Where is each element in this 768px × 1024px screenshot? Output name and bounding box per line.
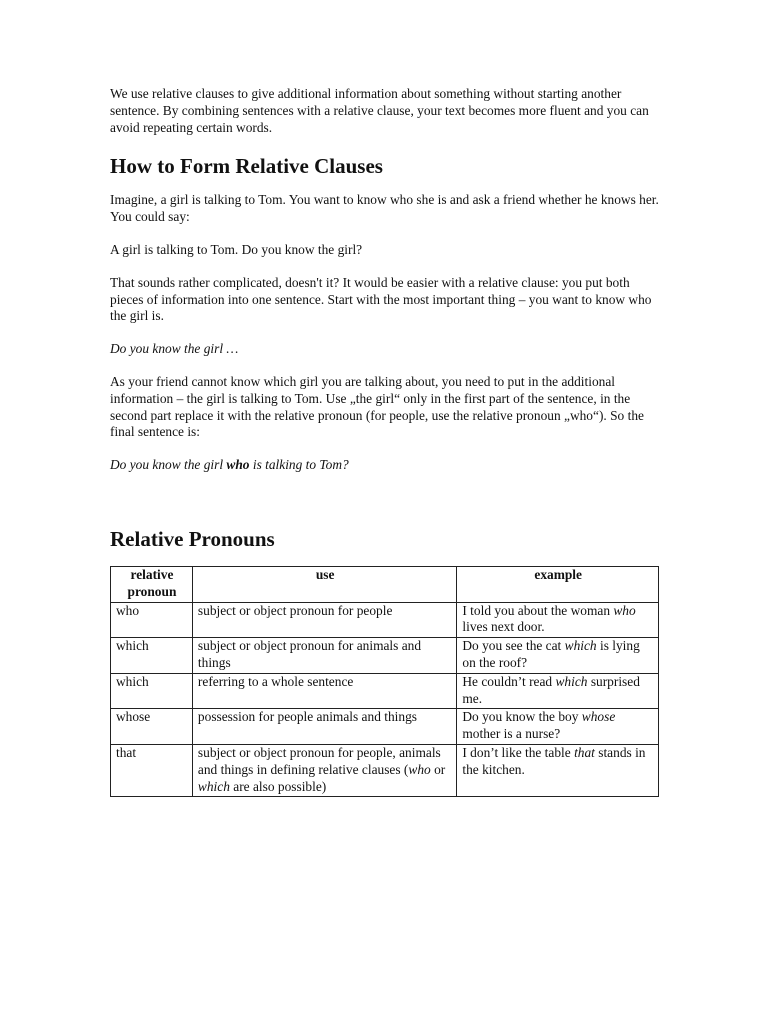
example-text: is lying on the roof?	[462, 638, 640, 670]
final-sentence-pronoun: who	[226, 457, 250, 473]
header-example: example	[457, 566, 659, 602]
section-heading-pronouns: Relative Pronouns	[110, 526, 275, 551]
example-text: mother is a nurse?	[462, 726, 561, 742]
example-text: Do you see the cat	[462, 638, 565, 654]
example-pronoun: whose	[581, 709, 616, 725]
use-text: are also possible)	[229, 778, 327, 794]
cell-use: subject or object pronoun for animals and things	[192, 638, 456, 674]
example-text: lives next door.	[462, 619, 545, 635]
example-text: surprised me.	[462, 673, 640, 706]
cell-pronoun: which	[111, 638, 193, 674]
cell-example	[457, 638, 659, 674]
table-row	[111, 709, 659, 745]
cell-use	[192, 744, 456, 796]
example-pronoun: which	[564, 638, 597, 654]
section-heading-form: How to Form Relative Clauses	[110, 154, 383, 179]
cell-pronoun: whose	[111, 709, 193, 745]
cell-example	[457, 673, 659, 709]
header-use: use	[192, 566, 456, 602]
example-text: I don’t like the table	[462, 744, 575, 760]
header-pronoun: relative pronoun	[111, 566, 193, 602]
paragraph-explanation: As your friend cannot know which girl you are talking about, you need to put in the additional information – the girl is talking to Tom. Use „the girl“ only in the first part of the sentence, in the second part replace it with the relative pronoun (for people, use the relative pronoun „who“). So the final sentence is:	[110, 373, 644, 440]
paragraph-partial-sentence	[110, 341, 660, 358]
final-sentence-start: Do you know the girl	[110, 457, 227, 473]
cell-use: possession for people animals and things	[192, 709, 456, 745]
example-pronoun: which	[555, 673, 588, 689]
paragraph-example-question: A girl is talking to Tom. Do you know the girl?	[110, 241, 363, 257]
example-pronoun: that	[574, 744, 595, 760]
table-row	[111, 673, 659, 709]
final-sentence-end: is talking to Tom?	[249, 457, 349, 473]
paragraph-final-sentence	[110, 457, 660, 474]
cell-example	[457, 744, 659, 796]
paragraph-complicated: That sounds rather complicated, doesn't it? It would be easier with a relative clause: you put both pieces of information into one sentence. Start with the most important thing – you want to know who the girl is.	[110, 274, 652, 324]
example-text: stands in the kitchen.	[462, 744, 646, 777]
cell-use: referring to a whole sentence	[192, 673, 456, 709]
paragraph-imagine: Imagine, a girl is talking to Tom. You want to know who she is and ask a friend whether he knows her. You could say:	[110, 192, 659, 225]
partial-sentence-text: Do you know the girl …	[110, 341, 239, 357]
cell-example	[457, 709, 659, 745]
example-pronoun: who	[613, 602, 636, 618]
cell-pronoun: who	[111, 602, 193, 638]
use-text: or	[430, 761, 446, 777]
use-pronoun: who	[408, 761, 431, 777]
intro-paragraph: We use relative clauses to give additional information about something without starting another sentence. By combining sentences with a relative clause, your text becomes more fluent and you can avoid repeating certain words.	[110, 86, 649, 135]
example-text: He couldn’t read	[462, 673, 556, 689]
example-text: Do you know the boy	[462, 709, 582, 725]
table-row	[111, 602, 659, 638]
table-row	[111, 744, 659, 796]
use-pronoun: which	[197, 778, 230, 794]
cell-pronoun: that	[111, 744, 193, 796]
use-text: subject or object pronoun for people, animals and things in defining relative clauses (	[197, 744, 441, 777]
relative-pronouns-table	[110, 566, 659, 797]
table-header-row	[111, 566, 659, 602]
cell-use: subject or object pronoun for people	[192, 602, 456, 638]
table-row	[111, 638, 659, 674]
example-text: I told you about the woman	[462, 602, 614, 618]
cell-pronoun: which	[111, 673, 193, 709]
cell-example	[457, 602, 659, 638]
document-content	[110, 86, 660, 797]
